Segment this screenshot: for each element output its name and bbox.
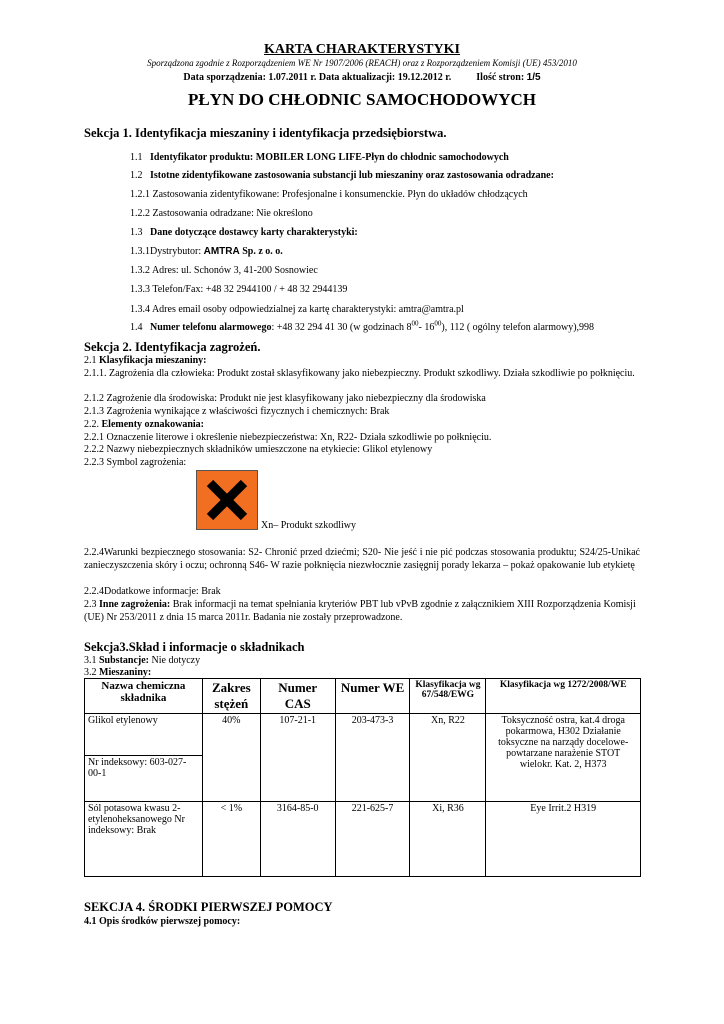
header-we: Numer WE [335, 679, 410, 714]
cell-name: Sól potasowa kwasu 2-etylenoheksanowego Nr indeksowy: Brak [85, 802, 203, 877]
item-1-2-2: 1.2.2 Zastosowania odradzane: Nie określono [130, 208, 313, 219]
item-2-1-2: 2.1.2 Zagrożenie dla środowiska: Produkt nie jest klasyfikowany jako niebezpieczny dla środowiska [84, 393, 486, 404]
table-row [85, 802, 641, 877]
cell-class1: Xi, R36 [410, 802, 486, 877]
item-2-1-label: Klasyfikacja mieszaniny: [99, 355, 207, 366]
item-1-4-num: 1.4 [130, 322, 143, 333]
item-2-2-2: 2.2.2 Nazwy niebezpiecznych składników umieszczone na etykiecie: Glikol etylenowy [84, 444, 433, 455]
item-1-4-text-c: ), 112 ( ogólny telefon alarmowy),998 [441, 322, 595, 333]
item-1-4 [130, 319, 595, 333]
item-2-3-num: 2.3 [84, 599, 97, 610]
item-2-2-4: 2.2.4Warunki bezpiecznego stosowania: S2- Chronić przed dziećmi; S20- Nie jeść i nie pić podczas stosowania produktu; S24/25-Unikać zanieczyszczenia skóry i oczu; ochronną S46- W razie połknięcia niezwłocznie zasięgnij porady lekarza – pokaż opakowanie lub etykietę [84, 547, 640, 571]
document-meta [0, 72, 724, 83]
item-1-1-num: 1.1 [130, 152, 143, 163]
header-class-1272: Klasyfikacja wg 1272/2008/WE [486, 679, 641, 714]
item-1-2-1: 1.2.1 Zastosowania zidentyfikowane: Profesjonalne i konsumenckie. Płyn do układów chłodzących [130, 189, 528, 200]
item-3-1-num: 3.1 [84, 655, 97, 666]
item-1-3-text: Dane dotyczące dostawcy karty charakterystyki: [150, 227, 358, 238]
item-1-4-label: Numer telefonu alarmowego [150, 322, 272, 333]
cell-index: Nr indeksowy: 603-027-00-1 [85, 756, 203, 802]
item-2-1-num: 2.1 [84, 355, 97, 366]
item-2-1-1: 2.1.1. Zagrożenia dla człowieka: Produkt został sklasyfikowany jako niebezpieczny. Produkt szkodliwy. Działa szkodliwie po połknięciu. [84, 368, 635, 379]
distributor-label: 1.3.1Dystrybutor: [130, 246, 202, 257]
header-chemical-name: Nazwa chemiczna składnika [85, 679, 203, 714]
distributor-brand: AMTRA [203, 246, 240, 257]
header-cas: Numer CAS [260, 679, 335, 714]
document-title: KARTA CHARAKTERYSTYKI [264, 42, 460, 57]
item-1-3-1 [130, 246, 283, 257]
item-3-1-text: Nie dotyczy [151, 655, 201, 666]
header-concentration: Zakres stężeń [202, 679, 260, 714]
cell-cas: 107-21-1 [260, 714, 335, 802]
cell-class1: Xn, R22 [410, 714, 486, 802]
cell-cas: 3164-85-0 [260, 802, 335, 877]
meta-pages-label: Ilość stron: [476, 72, 525, 83]
item-1-3-2: 1.3.2 Adres: ul. Schonów 3, 41-200 Sosnowiec [130, 265, 318, 276]
item-1-1 [130, 152, 509, 163]
item-3-1 [84, 655, 200, 666]
item-2-2-num: 2.2. [84, 419, 99, 430]
cell-class2: Toksyczność ostra, kat.4 droga pokarmowa, H302 Działanie toksyczne na narządy docelowe-powtarzane narażenie STOT wielokr. Kat. 2, H373 [486, 714, 641, 802]
item-3-2 [84, 667, 151, 678]
item-1-2-text: Istotne zidentyfikowane zastosowania substancji lub mieszaniny oraz zastosowania odradzane: [150, 170, 554, 181]
item-2-1-3: 2.1.3 Zagrożenia wynikające z właściwości fizycznych i chemicznych: Brak [84, 406, 390, 417]
item-1-3-num: 1.3 [130, 227, 143, 238]
cell-name: Glikol etylenowy [85, 714, 203, 756]
item-3-2-label: Mieszaniny: [99, 667, 152, 678]
item-1-3 [130, 227, 358, 238]
section4-heading: SEKCJA 4. ŚRODKI PIERWSZEJ POMOCY [84, 900, 333, 914]
item-2-2-1: 2.2.1 Oznaczenie literowe i określenie niebezpieczeństwa: Xn, R22- Działa szkodliwie po połknięciu. [84, 432, 492, 443]
cell-range: < 1% [202, 802, 260, 877]
item-1-4-sup2: 00 [434, 319, 442, 328]
item-2-1 [84, 355, 207, 366]
section1-heading: Sekcja 1. Identyfikacja mieszaniny i identyfikacja przedsiębiorstwa. [84, 126, 447, 140]
table-header-row [85, 679, 641, 714]
header-class-67548: Klasyfikacja wg 67/548/EWG [410, 679, 486, 714]
cell-class2: Eye Irrit.2 H319 [486, 802, 641, 877]
section3-heading: Sekcja3.Skład i informacje o składnikach [84, 640, 305, 654]
item-2-3 [84, 599, 640, 624]
table-row [85, 714, 641, 756]
item-3-1-label: Substancje: [99, 655, 150, 666]
item-4-1: 4.1 Opis środków pierwszej pomocy: [84, 916, 241, 927]
cell-we: 221-625-7 [335, 802, 410, 877]
item-1-2-num: 1.2 [130, 170, 143, 181]
section2-heading: Sekcja 2. Identyfikacja zagrożeń. [84, 340, 261, 354]
cell-we: 203-473-3 [335, 714, 410, 802]
item-1-3-4: 1.3.4 Adres email osoby odpowiedzialnej za kartę charakterystyki: amtra@amtra.pl [130, 304, 464, 315]
document-subtitle: Sporządzona zgodnie z Rozporządzeniem WE Nr 1907/2006 (REACH) oraz z Rozporządzeniem Komisji (UE) 453/2010 [147, 58, 577, 68]
hazard-caption: Xn– Produkt szkodliwy [261, 520, 356, 531]
distributor-suffix: Sp. z o. o. [242, 246, 283, 257]
composition-table [84, 678, 641, 877]
item-1-3-3: 1.3.3 Telefon/Fax: +48 32 2944100 / + 48 32 2944139 [130, 284, 348, 295]
item-1-4-text-a: : +48 32 294 41 30 (w godzinach 8 [271, 322, 412, 333]
item-2-2-label: Elementy oznakowania: [101, 419, 204, 430]
hazard-cross-icon [197, 471, 257, 529]
meta-dates: Data sporządzenia: 1.07.2011 r. Data aktualizacji: 19.12.2012 r. [183, 72, 452, 83]
meta-pages-value: 1/5 [526, 72, 541, 83]
item-2-2-4-additional: 2.2.4Dodatkowe informacje: Brak [84, 586, 221, 597]
item-2-3-text: Brak informacji na temat spełniania kryteriów PBT lub vPvB zgodnie z załącznikiem XIII Rozporządzenia Komisji (UE) Nr 253/2011 z dnia 15 marca 2011r. Badania nie zostały przeprowadzone. [84, 599, 636, 623]
cell-range: 40% [202, 714, 260, 802]
item-1-4-sup1: 00 [411, 319, 419, 328]
item-1-4-text-b: - 16 [418, 322, 435, 333]
product-title: PŁYN DO CHŁODNIC SAMOCHODOWYCH [187, 90, 537, 109]
item-2-2 [84, 419, 204, 430]
item-1-2 [130, 170, 554, 181]
item-2-2-3: 2.2.3 Symbol zagrożenia: [84, 457, 187, 468]
hazard-xn-icon [196, 470, 258, 530]
item-2-3-label: Inne zagrożenia: [99, 599, 171, 610]
item-1-1-text: Identyfikator produktu: MOBILER LONG LIFE-Płyn do chłodnic samochodowych [150, 152, 509, 163]
item-3-2-num: 3.2 [84, 667, 97, 678]
